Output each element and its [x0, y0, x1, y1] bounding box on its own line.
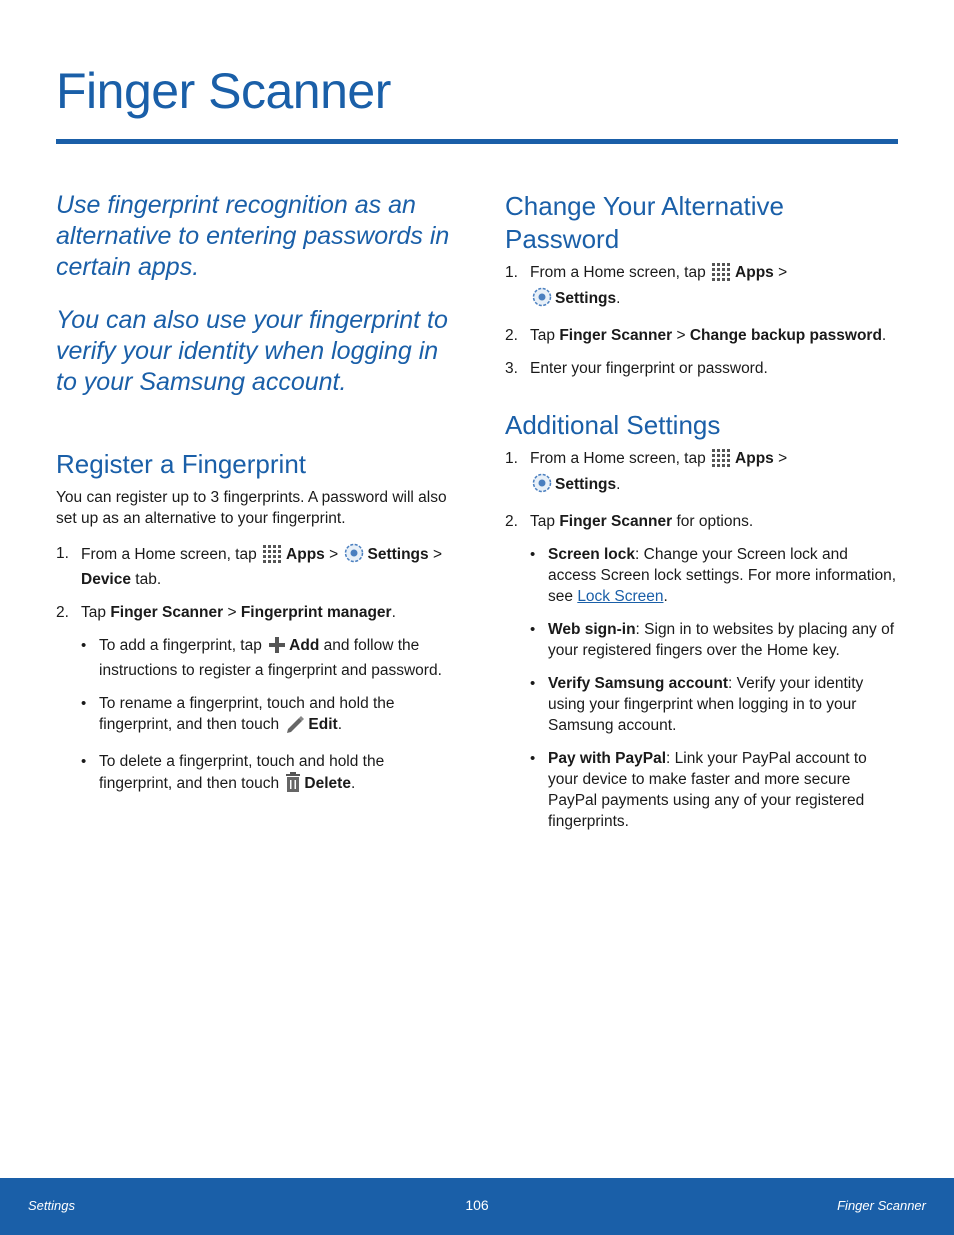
right-column: [505, 190, 900, 844]
apps-icon: [712, 263, 732, 287]
add-icon: [268, 636, 286, 660]
register-paragraph: You can register up to 3 fingerprints. A password will also set up as an alternative to your fingerprint.: [56, 489, 447, 527]
apps-icon: [263, 545, 283, 569]
change-step-3: 3. Enter your fingerprint or password.: [505, 360, 768, 377]
lock-screen-link[interactable]: Lock Screen: [577, 588, 664, 605]
additional-bullets: [530, 544, 900, 832]
additional-heading: Additional Settings: [505, 410, 721, 440]
delete-icon: [285, 772, 301, 798]
left-column: [56, 190, 456, 810]
register-bullets: [81, 635, 456, 798]
intro-paragraph-1: Use fingerprint recognition as an alternative to entering passwords in certain apps.: [56, 191, 450, 281]
bullet-pay-with-paypal: • Pay with PayPal: Link your PayPal account to your device to make faster and more secure PayPal payments using any of your registered fingerprints.: [530, 748, 900, 832]
additional-step-1: 1. From a Home screen, tap Apps > Settings.: [505, 448, 900, 499]
change-heading: Change Your Alternative Password: [505, 191, 784, 254]
register-step-2: 2. Tap Finger Scanner > Fingerprint manager. • To add a fingerprint, tap Add and follow the instructions to register a fingerprint and password. • To rename a fingerprint, touch and hold the fingerprint, and then touch Edit. • To delete a fingerprint, touch and hold the fingerprint, and then touch Delete.: [56, 602, 456, 798]
bullet-add: • To add a fingerprint, tap Add and follow the instructions to register a fingerprint and password.: [81, 635, 456, 681]
bullet-web-sign-in: • Web sign-in: Sign in to websites by placing any of your registered fingers over the Home key.: [530, 619, 900, 661]
bullet-delete: • To delete a fingerprint, touch and hold the fingerprint, and then touch Delete.: [81, 751, 456, 798]
bullet-verify-samsung: • Verify Samsung account: Verify your identity using your fingerprint when logging in to your Samsung account.: [530, 673, 900, 736]
settings-icon: [532, 473, 552, 499]
apps-icon: [712, 449, 732, 473]
footer-section: Settings: [28, 1198, 75, 1213]
register-step-1: 1. From a Home screen, tap Apps > Settings > Device tab.: [56, 545, 443, 588]
change-step-1: 1. From a Home screen, tap Apps > Settings.: [505, 262, 900, 313]
bullet-screen-lock: • Screen lock: Change your Screen lock and access Screen lock settings. For more information, see Lock Screen.: [530, 544, 900, 607]
title-rule: [56, 139, 898, 144]
register-steps: [56, 543, 456, 798]
additional-step-2: 2. Tap Finger Scanner for options. • Screen lock: Change your Screen lock and access Screen lock settings. For more information, see Lock Screen. • Web sign-in: Sign in to websites by placing any of your registered fingers over the Home key. • Verify Samsung account: Verify your identity using your fingerprint when logging in to your Samsung account. • Pay with PayPal: Link your PayPal account to your device to make faster and more secure PayPal payments using any of your registered fingerprints.: [505, 511, 900, 832]
footer-page-number: 106: [465, 1197, 489, 1213]
footer-chapter: Finger Scanner: [837, 1198, 926, 1213]
change-step-2: 2. Tap Finger Scanner > Change backup password.: [505, 327, 887, 344]
page-footer: [0, 1178, 954, 1235]
intro-paragraph-2: You can also use your fingerprint to verify your identity when logging in to your Samsung account.: [56, 306, 448, 396]
settings-icon: [344, 543, 364, 569]
additional-steps: [505, 448, 900, 832]
register-heading: Register a Fingerprint: [56, 449, 306, 479]
change-steps: [505, 262, 900, 379]
edit-icon: [285, 715, 305, 739]
page-title: Finger Scanner: [56, 63, 391, 119]
settings-icon: [532, 287, 552, 313]
bullet-rename: • To rename a fingerprint, touch and hold the fingerprint, and then touch Edit.: [81, 693, 456, 739]
